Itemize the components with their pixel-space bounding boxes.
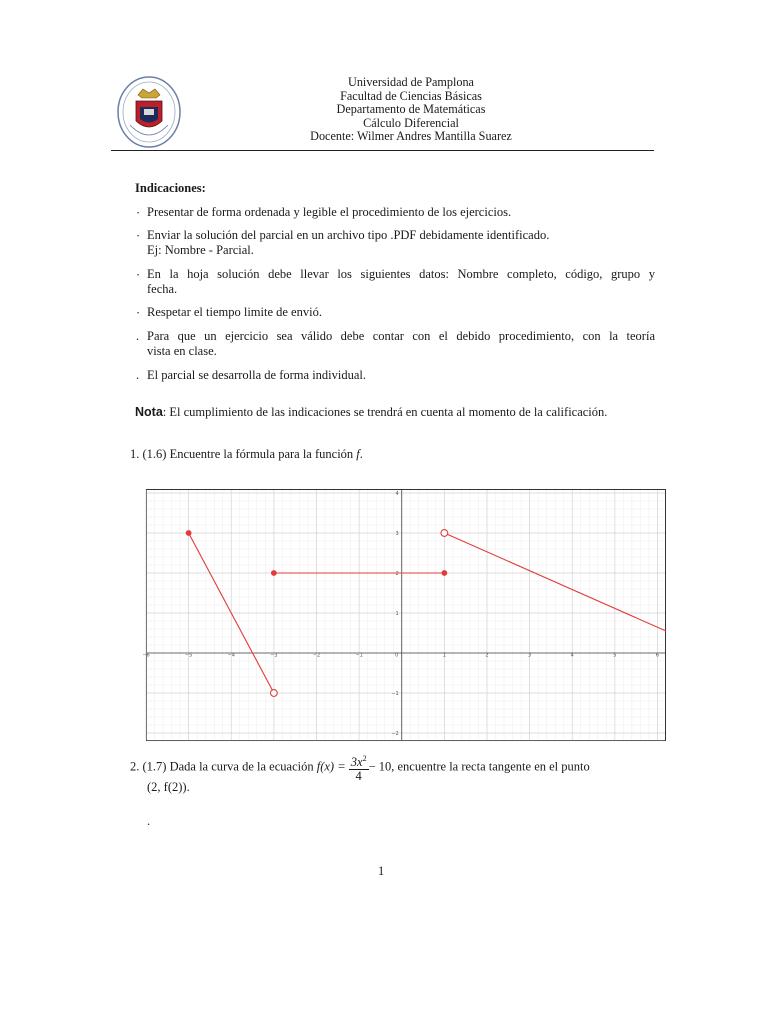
bullet-marker: . bbox=[136, 368, 140, 382]
instruction-item bbox=[147, 305, 655, 320]
x-tick-label: −5 bbox=[184, 652, 193, 659]
instruction-line: Para que un ejercicio sea válido debe contar con el debido procedimiento, con la teoría bbox=[147, 329, 655, 343]
x-tick-label: −2 bbox=[312, 652, 321, 659]
course-name: Cálculo Diferencial bbox=[363, 115, 459, 130]
closed-endpoint bbox=[186, 531, 191, 536]
problem-text-rest: − 10, encuentre la recta tangente en el punto bbox=[368, 759, 590, 774]
x-tick-label: −6 bbox=[142, 652, 150, 659]
problem-text: (1.7) Dada la curva de la ecuación bbox=[142, 759, 314, 774]
fraction-denominator: 4 bbox=[355, 769, 362, 784]
bullet-marker: · bbox=[136, 268, 141, 282]
teacher-name: Docente: Wilmer Andres Mantilla Suarez bbox=[310, 129, 512, 144]
instructions-title: Indicaciones: bbox=[135, 181, 206, 195]
y-tick-label: 4 bbox=[395, 491, 399, 497]
instruction-item bbox=[147, 228, 655, 258]
x-tick-label: 6 bbox=[655, 652, 660, 659]
equation-lhs: f(x) = bbox=[316, 759, 346, 774]
x-tick-label: 5 bbox=[613, 652, 617, 659]
function-symbol: f bbox=[356, 447, 360, 461]
open-endpoint bbox=[441, 530, 448, 537]
header-text-block bbox=[281, 76, 541, 144]
x-tick-label: −1 bbox=[355, 652, 363, 659]
x-tick-label: 0 bbox=[395, 652, 399, 659]
problem-number: 2. bbox=[130, 759, 140, 774]
problem-1 bbox=[130, 447, 363, 462]
fraction-numerator bbox=[349, 752, 369, 770]
instruction-item bbox=[147, 368, 655, 383]
problem-2 bbox=[130, 752, 660, 783]
y-tick-label: −1 bbox=[391, 691, 399, 697]
bullet-marker: · bbox=[136, 206, 141, 220]
numerator-base: 3x bbox=[350, 755, 363, 770]
note-label: Nota bbox=[135, 405, 163, 419]
page-number: 1 bbox=[378, 864, 385, 878]
instruction-line: Ej: Nombre - Parcial. bbox=[147, 243, 254, 257]
trailing-dot: . bbox=[147, 814, 151, 828]
instruction-item bbox=[147, 267, 655, 297]
x-tick-label: −4 bbox=[227, 652, 235, 659]
x-tick-label: 2 bbox=[485, 652, 489, 659]
note-text: : El cumplimiento de las indicaciones se trendrá en cuenta al momento de la calificación. bbox=[162, 405, 608, 419]
header-rule bbox=[111, 150, 654, 151]
graph-frame bbox=[147, 490, 666, 741]
y-tick-label: 1 bbox=[395, 611, 399, 617]
instruction-item bbox=[147, 205, 655, 220]
university-name: Universidad de Pamplona bbox=[348, 75, 474, 89]
university-seal-logo bbox=[116, 75, 182, 149]
instruction-line: fecha. bbox=[147, 282, 178, 296]
open-endpoint bbox=[270, 690, 277, 697]
y-tick-label: 2 bbox=[395, 571, 399, 577]
numerator-exponent: 2 bbox=[362, 754, 367, 763]
function-graph bbox=[142, 489, 666, 741]
instruction-item bbox=[147, 329, 655, 359]
bullet-marker: . bbox=[136, 329, 140, 343]
bullet-marker: · bbox=[136, 306, 141, 320]
x-tick-label: 1 bbox=[442, 652, 446, 659]
instruction-line: En la hoja solución debe llevar los siguientes datos: Nombre completo, código, grupo y bbox=[147, 267, 655, 281]
problem-end: . bbox=[359, 447, 363, 461]
x-tick-label: 4 bbox=[570, 652, 574, 659]
department-name: Departamento de Matemáticas bbox=[336, 102, 486, 117]
faculty-name: Facultad de Ciencias Básicas bbox=[340, 88, 482, 103]
document-header bbox=[111, 74, 654, 152]
y-tick-label: −2 bbox=[391, 731, 399, 737]
instruction-line: Presentar de forma ordenada y legible el procedimiento de los ejercicios. bbox=[147, 205, 512, 219]
y-tick-label: 3 bbox=[395, 531, 399, 537]
problem-2-line2: (2, f(2)). bbox=[147, 780, 190, 794]
instruction-line: El parcial se desarrolla de forma individual. bbox=[147, 368, 367, 382]
closed-endpoint bbox=[271, 571, 276, 576]
x-tick-label: −3 bbox=[270, 652, 278, 659]
instruction-line: Respetar el tiempo limite de envió. bbox=[147, 305, 322, 319]
note-paragraph bbox=[135, 405, 655, 420]
instruction-line: Enviar la solución del parcial en un archivo tipo .PDF debidamente identificado. bbox=[147, 228, 550, 242]
problem-text: (1.6) Encuentre la fórmula para la función bbox=[142, 447, 354, 461]
closed-endpoint bbox=[442, 571, 447, 576]
problem-number: 1. bbox=[130, 447, 140, 461]
instruction-line: vista en clase. bbox=[147, 344, 217, 358]
fraction bbox=[349, 752, 369, 783]
bullet-marker: · bbox=[136, 229, 141, 243]
x-tick-label: 3 bbox=[528, 652, 532, 659]
